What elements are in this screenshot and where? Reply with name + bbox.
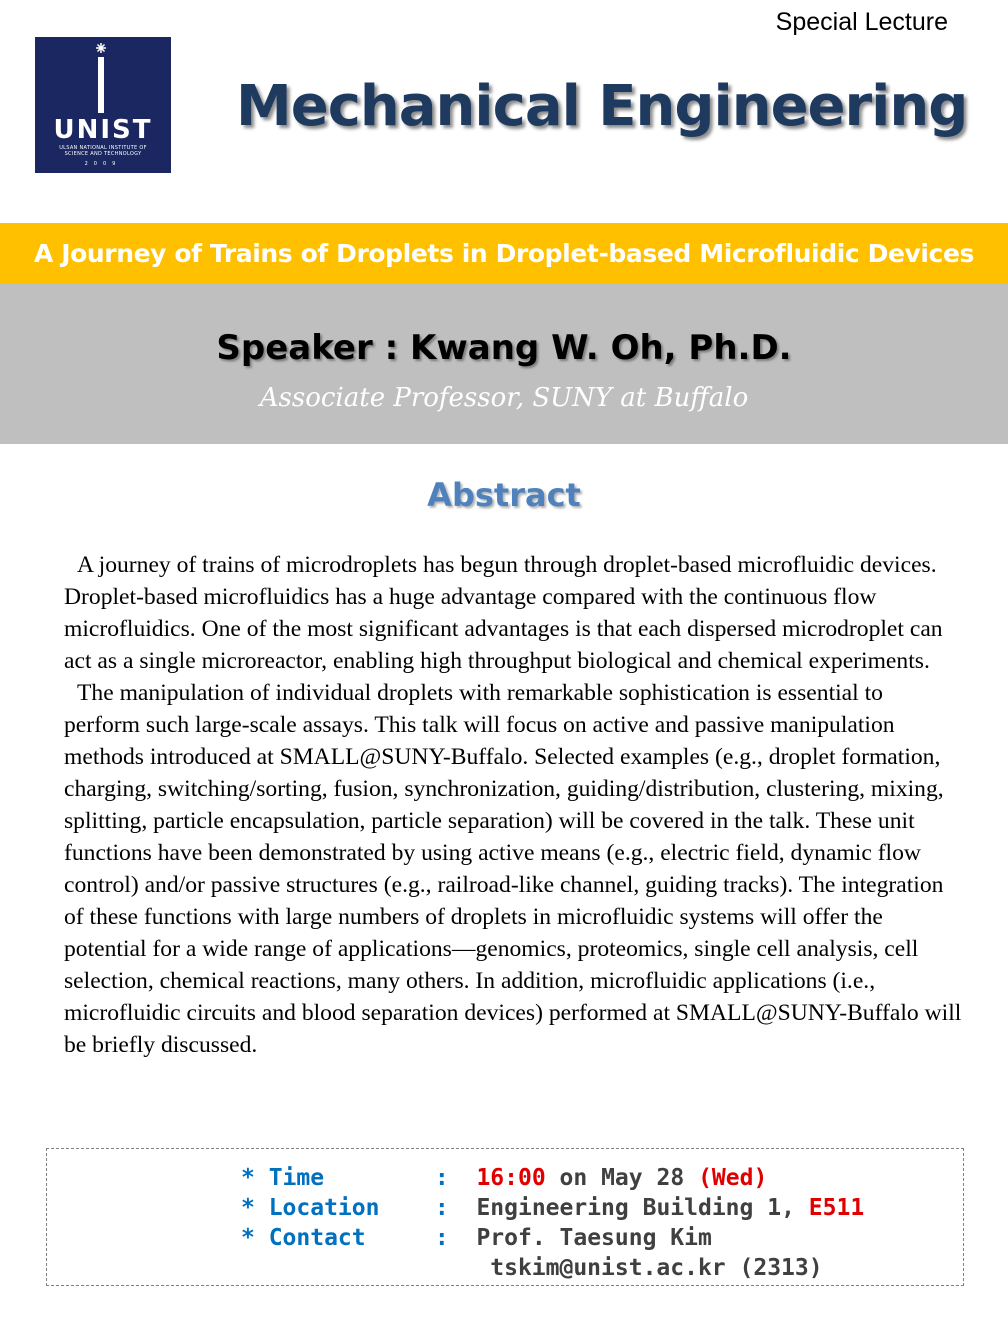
speaker-section	[0, 284, 1008, 444]
speaker-name: Speaker : Kwang W. Oh, Ph.D.	[216, 328, 792, 368]
lecture-title-banner: A Journey of Trains of Droplets in Droplet-based Microfluidic Devices	[0, 223, 1008, 284]
time-row	[241, 1163, 864, 1193]
abstract-body	[64, 549, 964, 1061]
contact-email-row	[241, 1253, 864, 1283]
location-label: * Location	[241, 1195, 380, 1221]
location-separator: :	[434, 1195, 449, 1221]
location-value: Engineering Building 1,	[476, 1195, 795, 1221]
contact-row	[241, 1223, 864, 1253]
logo-subtitle: ULSAN NATIONAL INSTITUTE OF SCIENCE AND TECHNOLOGY	[59, 145, 147, 157]
location-room: E511	[808, 1195, 865, 1221]
unist-logo	[35, 37, 171, 173]
abstract-heading: Abstract	[427, 476, 581, 514]
time-day: 28	[656, 1165, 685, 1191]
event-info	[241, 1163, 864, 1283]
time-value: 16:00	[476, 1165, 546, 1191]
special-lecture-label: Special Lecture	[775, 8, 948, 36]
speaker-affiliation: Associate Professor, SUNY at Buffalo	[259, 383, 749, 413]
time-date: on May	[559, 1165, 643, 1191]
abstract-paragraph: The manipulation of individual droplets with remarkable sophistication is essential to perform such large-scale assays. This talk will focus on active and passive manipulation methods introduced at SMALL@SUNY-Buffalo. Selected examples (e.g., droplet formation, charging, switching/sorting, fusion, synchronization, guiding/distribution, clustering, mixing, splitting, particle encapsulation, particle separation) will be covered in the talk. These unit functions have been demonstrated by using active means (e.g., electric field, dynamic flow control) and/or passive structures (e.g., railroad-like channel, guiding tracks). The integration of these functions with large numbers of droplets in microfluidic systems will offer the potential for a wide range of applications—genomics, proteomics, single cell analysis, cell selection, chemical reactions, many others. In addition, microfluidic applications (i.e., microfluidic circuits and blood separation devices) performed at SMALL@SUNY-Buffalo will be briefly discussed.	[64, 680, 962, 1058]
logo-year: 2009	[84, 161, 122, 167]
logo-wordmark: UNIST	[53, 115, 153, 145]
time-weekday: (Wed)	[698, 1165, 768, 1191]
abstract-paragraph: A journey of trains of microdroplets has begun through droplet-based microfluidic devices. Droplet-based microfluidics has a huge advantage compared with the continuous flow microfluidics. One of the most significant advantages is that each dispersed microdroplet can act as a single microreactor, enabling high throughput biological and chemical experiments.	[64, 552, 943, 674]
time-label: * Time	[241, 1165, 325, 1191]
department-title: Mechanical Engineering	[236, 74, 968, 139]
time-separator: :	[434, 1165, 449, 1191]
contact-label: * Contact	[241, 1225, 366, 1251]
event-info-box	[46, 1148, 964, 1286]
location-row	[241, 1193, 864, 1223]
contact-separator: :	[434, 1225, 449, 1251]
contact-name: Prof. Taesung Kim	[476, 1225, 712, 1251]
contact-email: tskim@unist.ac.kr (2313)	[490, 1255, 823, 1281]
